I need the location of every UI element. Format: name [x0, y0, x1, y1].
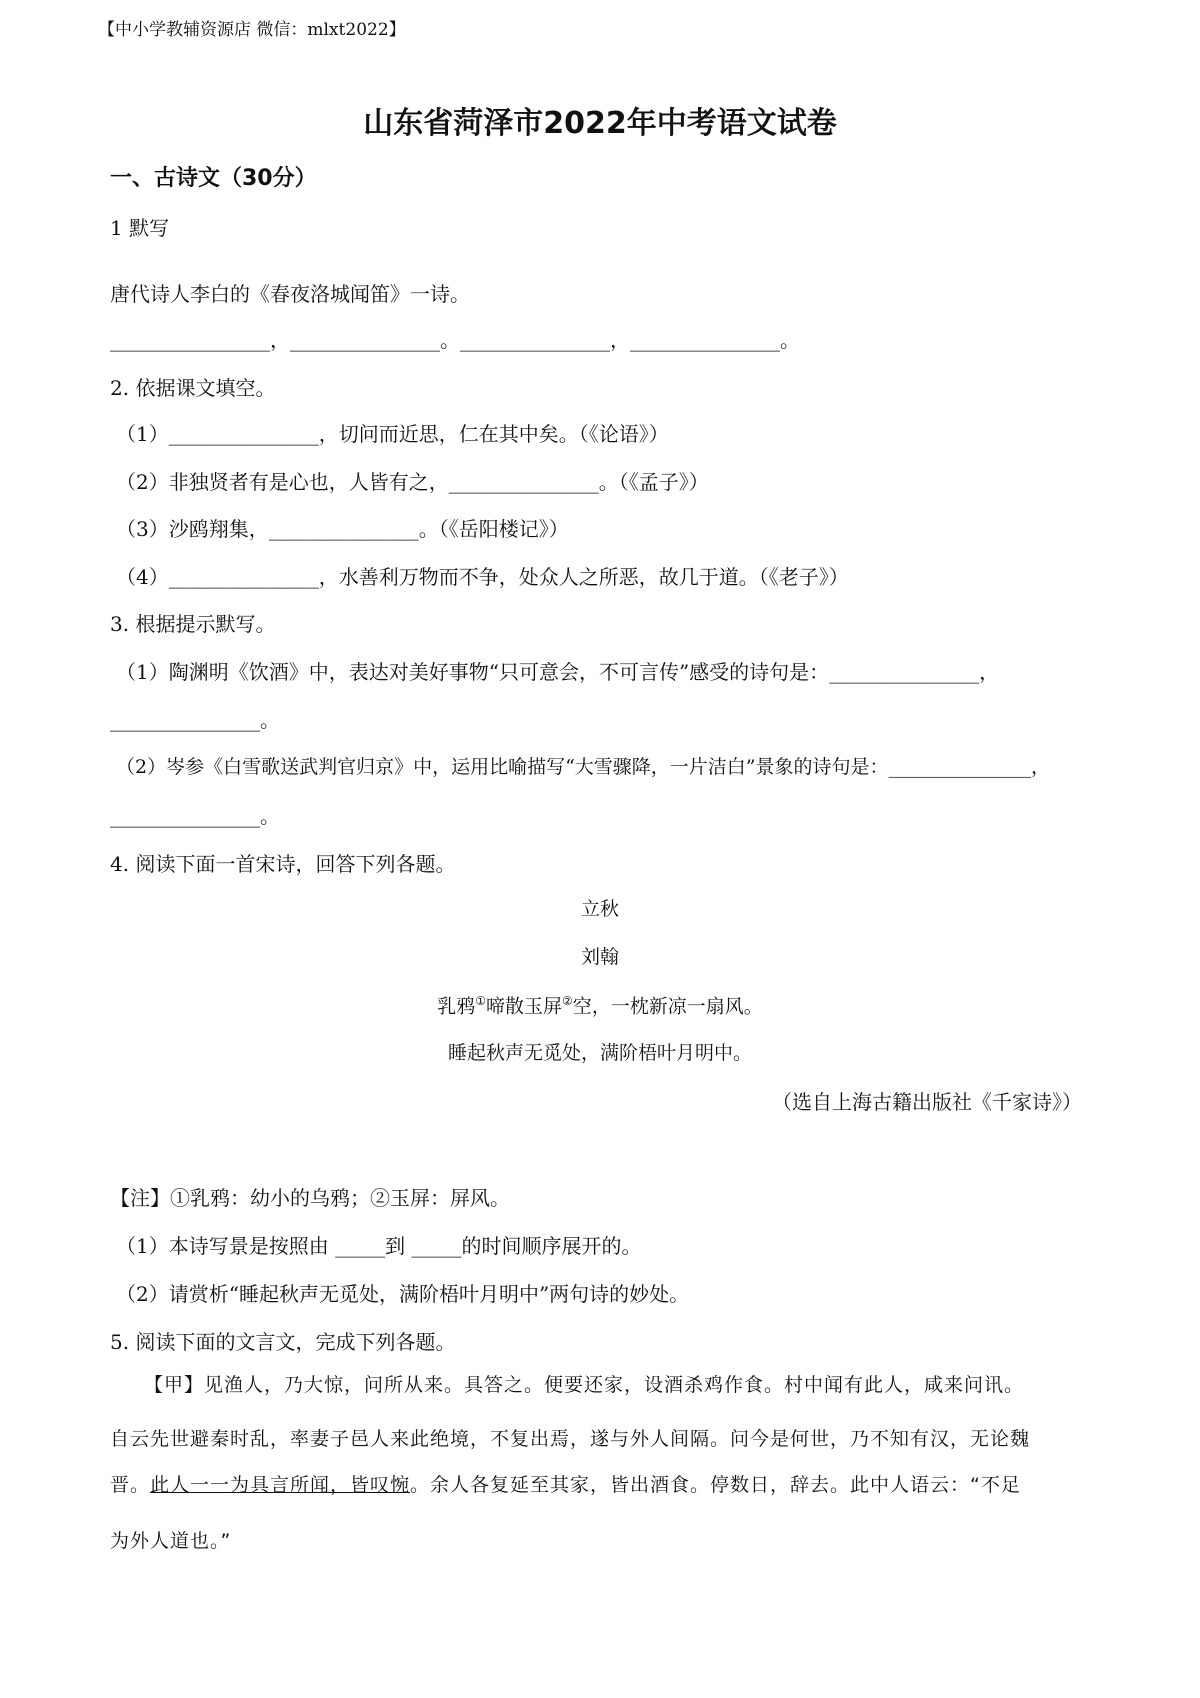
- question-1-prompt: 唐代诗人李白的《春夜洛城闻笛》一诗。: [110, 282, 470, 306]
- question-4-sub-2: （2）请赏析“睡起秋声无觅处，满阶梧叶月明中”两句诗的妙处。: [116, 1282, 690, 1306]
- question-1-title: 1 默写: [110, 216, 170, 240]
- question-3-title: 3. 根据提示默写。: [110, 612, 276, 636]
- classical-text-line: 【甲】见渔人，乃大惊，问所从来。具答之。便要还家，设酒杀鸡作食。村中闻有此人，咸来问讯。: [144, 1374, 1025, 1396]
- question-2-item: （3）沙鸥翔集，_______________。（《岳阳楼记》）: [116, 517, 569, 541]
- poem-source: （选自上海古籍出版社《千家诗》）: [772, 1090, 1082, 1114]
- question-2-item: （1）_______________，切问而近思，仁在其中矣。（《论语》）: [116, 422, 669, 446]
- classical-text-line: 为外人道也。”: [110, 1530, 232, 1552]
- poem-line-2: 睡起秋声无觅处，满阶梧叶月明中。: [447, 1042, 752, 1064]
- classical-text-line: 自云先世避秦时乱，率妻子邑人来此绝境，不复出焉，遂与外人间隔。问今是何世，乃不知有汉，无论魏: [110, 1428, 1031, 1450]
- poem-note: 【注】①乳鸦：幼小的乌鸦；②玉屏：屏风。: [110, 1186, 510, 1210]
- classical-text-part: 晋。: [110, 1474, 151, 1496]
- question-1-blanks: ________________，_______________。_______________，_______________。: [110, 328, 800, 352]
- question-3-item-2: （2）岑参《白雪歌送武判官归京》中，运用比喻描写“大雪骤降，一片洁白”景象的诗句是：_______________，: [116, 756, 1051, 778]
- footnote-marker: ①: [475, 994, 486, 1008]
- question-2-item: （2）非独贤者有是心也，人皆有之，_______________。（《孟子》）: [116, 470, 709, 494]
- header-note: 【中小学教辅资源店 微信：mlxt2022】: [98, 20, 406, 40]
- poem-title: 立秋: [580, 898, 619, 920]
- classical-text-line: [110, 1474, 1021, 1497]
- question-3-item-1: （1）陶渊明《饮酒》中，表达对美好事物“只可意会，不可言传”感受的诗句是：_______________，: [116, 660, 1000, 684]
- poem-line-1-part: 乳鸦: [437, 995, 476, 1018]
- poem-line-1-part: 啼散玉屏: [485, 995, 562, 1018]
- question-2-title: 2. 依据课文填空。: [110, 376, 276, 400]
- poem-line-1-part: 空，一枕新凉一扇风。: [572, 995, 763, 1018]
- footnote-marker: ②: [562, 994, 573, 1008]
- poem-line-1: [0, 994, 1200, 1018]
- question-2-item: （4）_______________，水善利万物而不争，处众人之所恶，故几于道。（《老子》）: [116, 565, 849, 589]
- question-4-title: 4. 阅读下面一首宋诗，回答下列各题。: [110, 852, 456, 876]
- question-4-sub-1: （1）本诗写景是按照由 _____到 _____的时间顺序展开的。: [116, 1234, 642, 1258]
- question-3-item-1-cont: _______________。: [110, 708, 280, 732]
- classical-text-part: 。余人各复延至其家，皆出酒食。停数日，辞去。此中人语云：“不足: [410, 1474, 1021, 1496]
- section-heading: 一、古诗文（30分）: [110, 166, 317, 191]
- question-3-item-2-cont: _______________。: [110, 804, 280, 828]
- page-title: 山东省菏泽市2022年中考语文试卷: [363, 106, 837, 141]
- question-5-title: 5. 阅读下面的文言文，完成下列各题。: [110, 1330, 456, 1354]
- underlined-sentence: 此人一一为具言所闻，皆叹惋: [150, 1474, 411, 1496]
- poem-author: 刘翰: [580, 946, 619, 968]
